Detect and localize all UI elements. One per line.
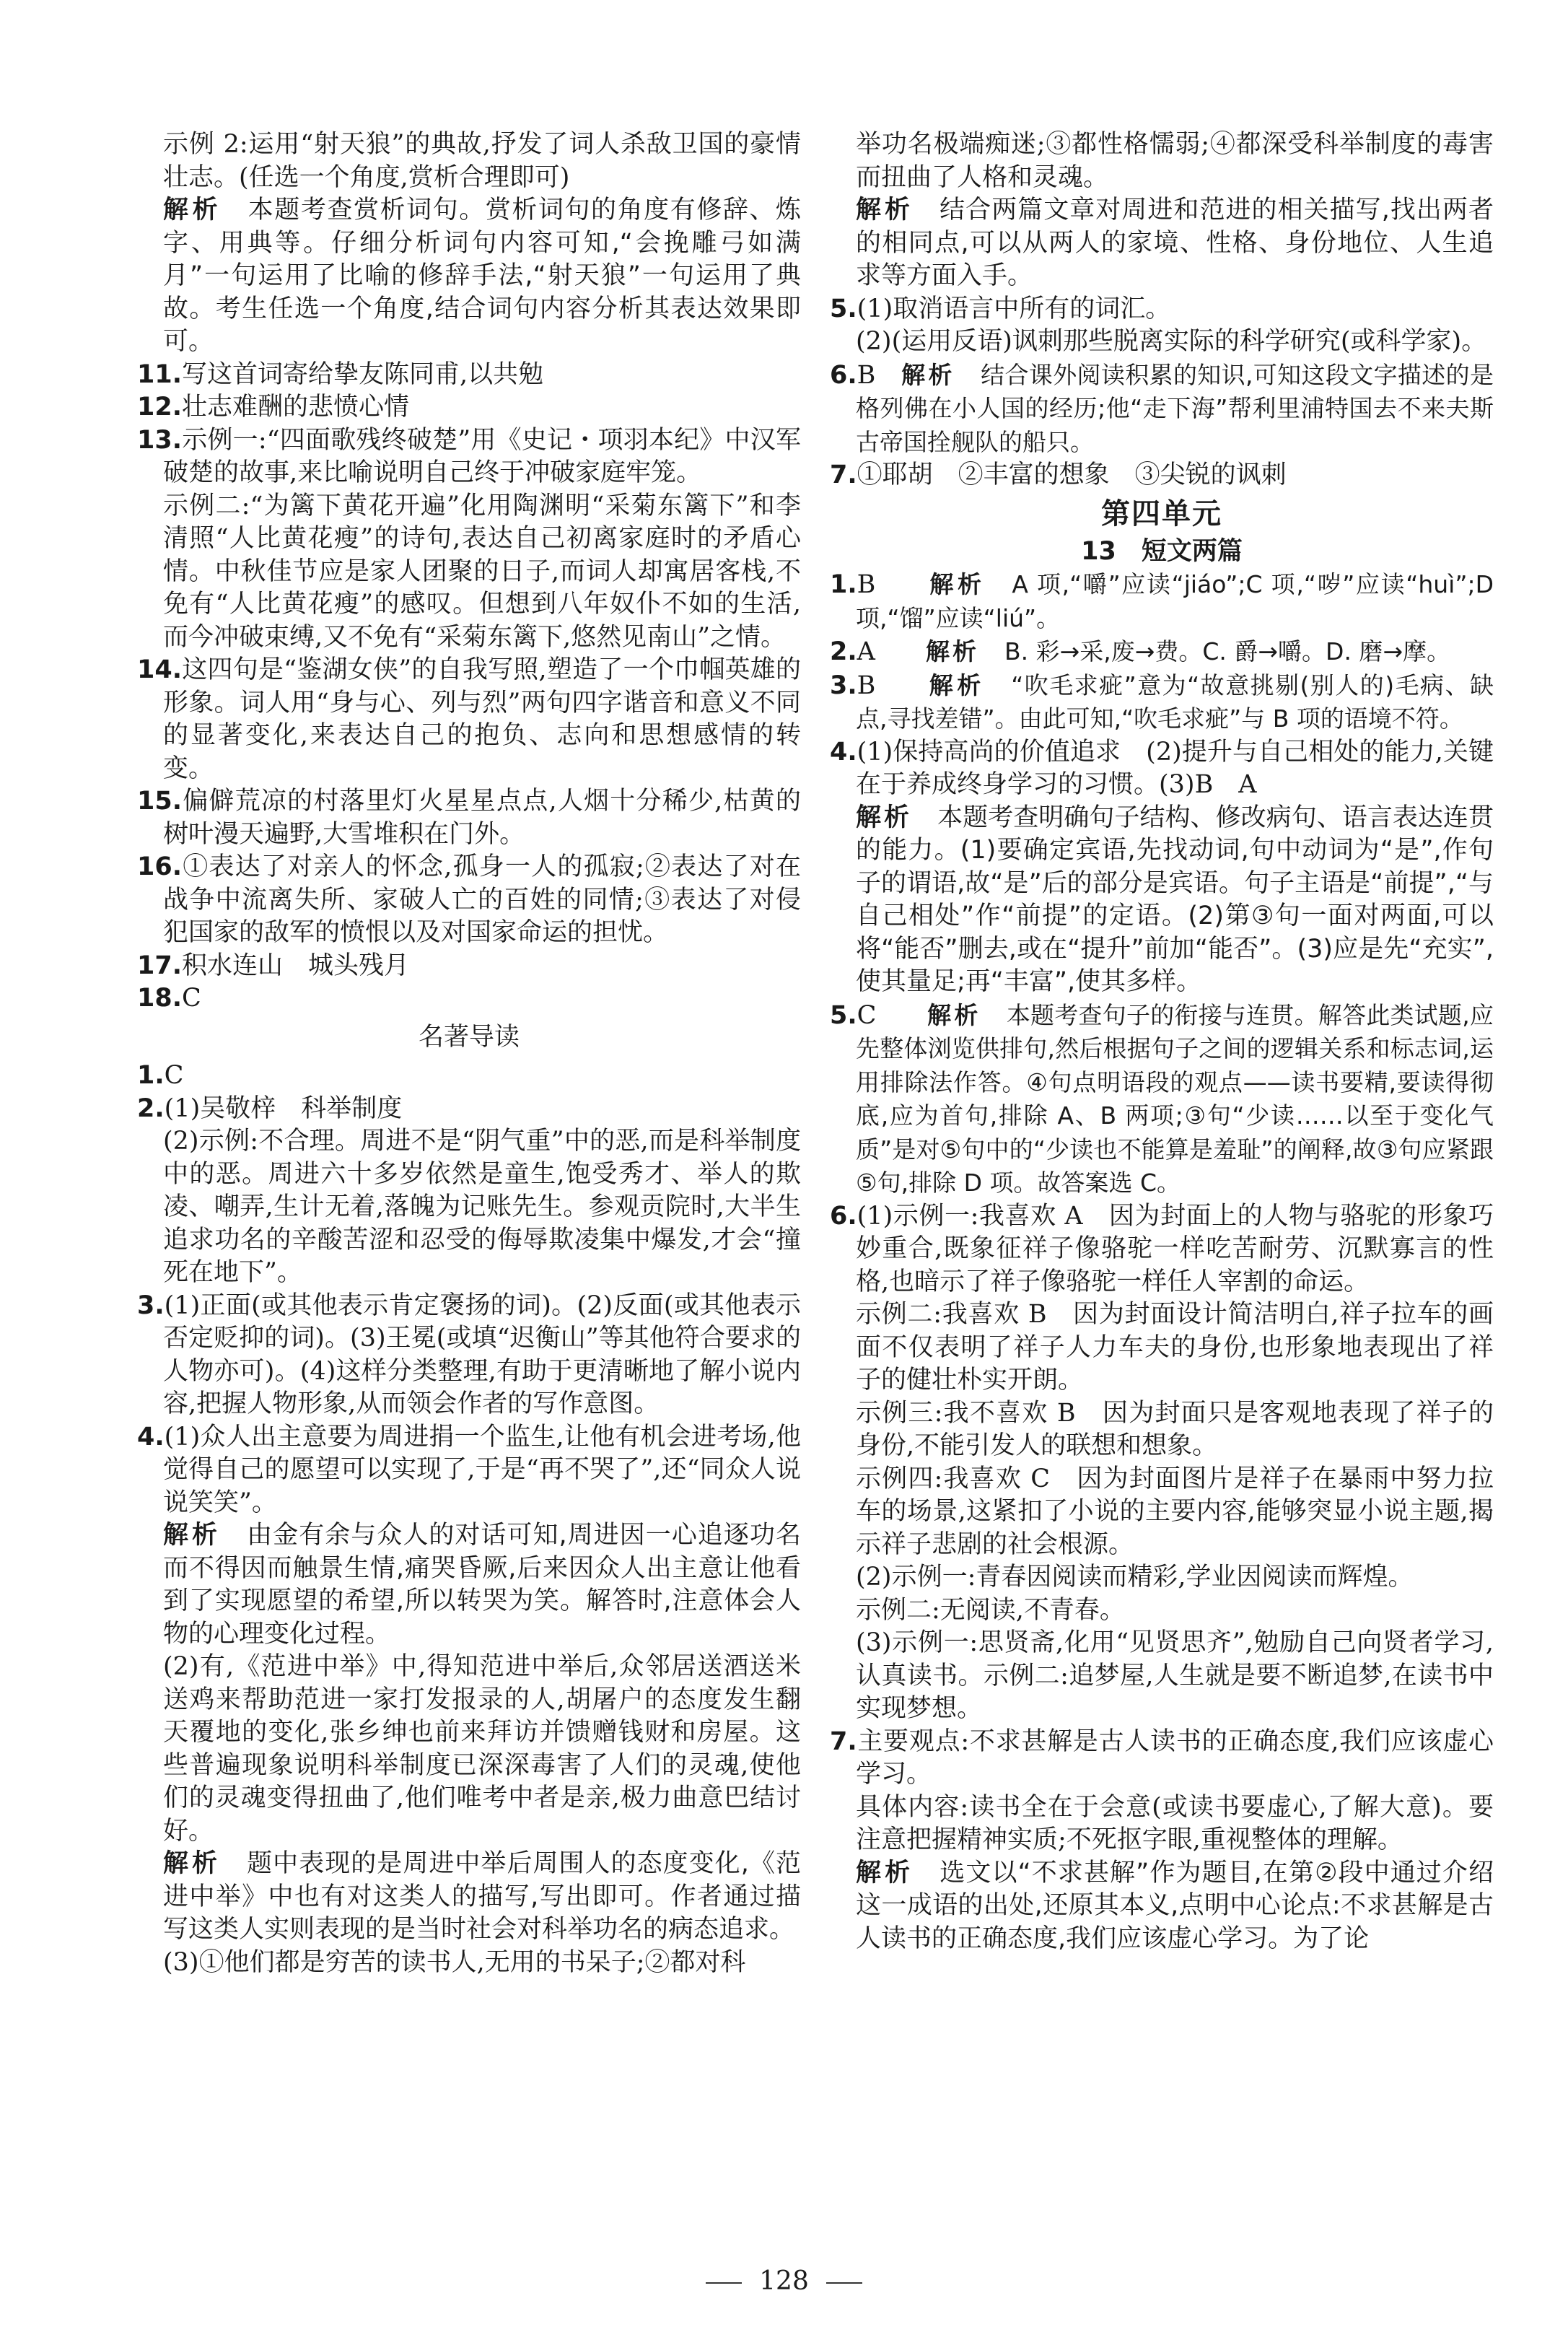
q-number: 16. [137,852,183,881]
section-heading: 名著导读 [418,1022,520,1052]
lesson-answer-6-example-4: 示例四:我喜欢 C 因为封面图片是祥子在暴雨中努力拉车的场景,这紧扣了小说的主要内容,能够突显小说主题,揭示祥子悲剧的社会根源。 [856,1464,1494,1559]
q-number: 17. [137,951,183,980]
answer-text: (1)正面(或其他表示肯定褒扬的词)。(2)反面(或其他表示否定贬抑的词)。(3)王冕(或填“迟衡山”等其他符合要求的人物亦可)。(4)这样分类整理,有助于更清晰地了解小说内容,把握人物形象,从而领会作者的写作意图。 [163,1291,801,1418]
analysis-text: B. 彩→采,废→费。C. 爵→嚼。D. 磨→摩。 [1004,637,1451,665]
answer-14 [137,654,801,785]
analysis-text: 本题考查句子的衔接与连贯。解答此类试题,应先整体浏览供排句,然后根据句子之间的逻辑关系和标志词,运用排除法作答。④句点明语段的观点——读书要精,要读得彻底,应为首句,排除 A、B 两项;③句“少读……以至于变化气质”是对⑤句中的“少读也不能算是羞耻”的阐释,故③句应紧跟⑤句,排除 D 项。故答案选 C。 [856,1000,1494,1197]
classic-answer-4-continued: 举功名极端痴迷;③都性格懦弱;④都深受科举制度的毒害而扭曲了人格和灵魂。 [856,130,1494,192]
q-number: 14. [137,655,183,684]
q-number: 2. [830,637,857,666]
classic-answer-4 [137,1421,801,1520]
lesson-answer-7 [830,1726,1494,1791]
lesson-answer-1 [830,568,1494,635]
analysis-block [137,1848,801,1947]
analysis-label: 解析 [856,196,914,224]
q-number: 6. [830,360,857,390]
classic-answer-2 [137,1093,801,1126]
classic-answer-5 [830,293,1494,326]
answer-text: 壮志难酬的悲愤心情 [182,393,410,422]
q-number: 18. [137,984,183,1013]
page-number: 128 [759,2266,809,2296]
analysis-label: 解析 [856,1858,914,1887]
analysis-block [137,194,801,359]
analysis-label: 解析 [856,803,913,832]
answer-13 [137,424,801,490]
lesson-answer-3 [830,669,1494,736]
answer-text: C [857,1000,902,1030]
analysis-block [830,802,1494,999]
left-column [137,128,801,1979]
analysis-text: 题中表现的是周进中举后周围人的态度变化,《范进中举》中也有对这类人的描写,写出即可。作者通过描写这类人实则表现的是当时社会对科举功名的病态追求。 [163,1849,801,1944]
lesson-answer-6-part-2: (2)示例一:青春因阅读而精彩,学业因阅读而辉煌。 [856,1563,1414,1592]
answer-16 [137,851,801,950]
lesson-answer-4 [830,736,1494,802]
q-number: 13. [137,425,183,455]
analysis-label: 解析 [927,1000,981,1029]
lesson-answer-6-example-3: 示例三:我不喜欢 B 因为封面只是客观地表现了祥子的身份,不能引发人的联想和想象。 [856,1398,1494,1460]
classic-answer-4-part-3: (3)①他们都是穷苦的读书人,无用的书呆子;②都对科 [163,1947,746,1977]
answer-text: C [182,984,201,1013]
classic-answer-5-part-2: (2)(运用反语)讽刺那些脱离实际的科学研究(或科学家)。 [856,327,1487,356]
q-number: 5. [830,294,857,323]
lesson-heading: 13 短文两篇 [1081,536,1243,566]
analysis-label: 解析 [163,196,222,224]
answer-text: 积水连山 城头残月 [182,951,410,980]
answer-text: B [857,360,876,390]
answer-text: A [857,637,901,666]
q-number: 15. [137,787,183,816]
analysis-block [830,1857,1494,1956]
q-number: 12. [137,393,183,422]
answer-11 [137,359,801,392]
answer-text: 这四句是“鉴湖女侠”的自我写照,塑造了一个巾帼英雄的形象。词人用“身与心、列与烈”两句四字谐音和意义不同的显著变化,来表达自己的抱负、志向和思想感情的转变。 [163,655,801,783]
answer-text: C [164,1061,184,1090]
analysis-text: “吹毛求疵”意为“故意挑剔(别人的)毛病、缺点,寻找差错”。由此可知,“吹毛求疵”与 B 项的语境不符。 [856,671,1494,733]
q-number: 3. [137,1291,165,1320]
q-number: 11. [137,359,183,389]
answer-text: 偏僻荒凉的村落里灯火星星点点,人烟十分稀少,枯黄的树叶漫天遍野,大雪堆积在门外。 [163,787,801,849]
answer-13-example-2: 示例二:“为篱下黄花开遍”化用陶渊明“采菊东篱下”和李清照“人比黄花瘦”的诗句,表达自己初离家庭时的矛盾心情。中秋佳节应是家人团聚的日子,而词人却寓居客栈,不免有“人比黄花瘦”的感叹。但想到八年奴仆不如的生活,而今冲破束缚,又不免有“采菊东篱下,悠然见南山”之情。 [163,491,801,652]
q-number: 4. [137,1422,165,1451]
answer-text: (1)保持高尚的价值追求 (2)提升与自己相处的能力,关键在于养成终身学习的习惯。(3)B A [856,737,1494,799]
q-number: 7. [830,1726,857,1756]
classic-answer-2-part-2: (2)示例:不合理。周进不是“阴气重”中的恶,而是科举制度中的恶。周进六十多岁依然是童生,饱受秀才、举人的欺凌、嘲弄,生计无着,落魄为记账先生。参观贡院时,大半生追求功名的辛酸苦涩和忍受的侮辱欺凌集中爆发,才会“撞死在地下”。 [163,1127,801,1287]
analysis-label: 解析 [929,570,986,598]
lesson-answer-6-part-2-example-2: 示例二:无阅读,不青春。 [856,1595,1125,1625]
answer-text: (1)众人出主意要为周进捐一个监生,让他有机会进考场,他觉得自己的愿望可以实现了,于是“再不哭了”,还“同众人说说笑笑”。 [163,1422,801,1517]
lesson-answer-6-part-3: (3)示例一:思贤斋,化用“见贤思齐”,勉励自己向贤者学习,认真读书。示例二:追梦屋,人生就是要不断追梦,在读书中实现梦想。 [856,1628,1494,1723]
footer-dash-left [706,2282,742,2284]
q-number: 5. [830,1000,857,1030]
answer-text: 主要观点:不求甚解是古人读书的正确态度,我们应该虚心学习。 [856,1726,1494,1789]
classic-answer-1 [137,1060,801,1093]
q-number: 1. [830,570,857,599]
analysis-text: 本题考查明确句子结构、修改病句、语言表达连贯的能力。(1)要确定宾语,先找动词,句中动词为“是”,作句子的谓语,故“是”后的部分是宾语。句子主语是“前提”,“与自己相处”作“前提”的定语。(2)第③句一面对两面,可以将“能否”删去,或在“提升”前加“能否”。(3)应是先“充实”,使其量足;再“丰富”,使其多样。 [856,803,1494,996]
analysis-label: 解析 [163,1521,222,1550]
analysis-block [830,194,1494,293]
example-2-text: 示例 2:运用“射天狼”的典故,抒发了词人杀敌卫国的豪情壮志。(任选一个角度,赏析合理即可) [163,130,801,192]
analysis-text: 由金有余与众人的对话可知,周进因一心追逐功名而不得因而触景生情,痛哭昏厥,后来因众人出主意让他看到了实现愿望的希望,所以转哭为笑。解答时,注意体会人物的心理变化过程。 [163,1521,801,1649]
analysis-label: 解析 [901,360,955,389]
analysis-text: 选文以“不求甚解”作为题目,在第②段中通过介绍这一成语的出处,还原其本义,点明中心论点:不求甚解是古人读书的正确态度,我们应该虚心学习。为了论 [856,1858,1494,1953]
lesson-answer-7-content: 具体内容:读书全在于会意(或读书要虚心,了解大意)。要注意把握精神实质;不死抠字眼,重视整体的理解。 [856,1792,1494,1854]
classic-answer-6 [830,359,1494,460]
lesson-answer-6 [830,1200,1494,1299]
analysis-label: 解析 [929,671,985,699]
page-footer [0,2266,1568,2296]
analysis-text: 本题考查赏析词句。赏析词句的角度有修辞、炼字、用典等。仔细分析词句内容可知,“会挽雕弓如满月”一句运用了比喻的修辞手法,“射天狼”一句运用了典故。考生任选一个角度,结合词句内容分析其表达效果即可。 [163,196,801,356]
lesson-answer-6-example-2: 示例二:我喜欢 B 因为封面设计简洁明白,祥子拉车的画面不仅表明了祥子人力车夫的身份,也形象地表现出了祥子的健壮朴实开朗。 [856,1300,1494,1394]
q-number: 7. [830,460,857,489]
answer-text: 示例一:“四面歌残终破楚”用《史记・项羽本纪》中汉军破楚的故事,来比喻说明自己终于冲破家庭牢笼。 [163,425,801,487]
analysis-block [137,1519,801,1651]
q-number: 6. [830,1201,857,1231]
footer-dash-right [826,2282,862,2284]
q-number: 3. [830,671,857,700]
analysis-text: A 项,“嚼”应读“jiáo”;C 项,“哕”应读“huì”;D 项,“馏”应读“liú”。 [856,570,1494,632]
q-number: 4. [830,737,857,767]
answer-text: B [857,671,903,700]
classic-answer-3 [137,1290,801,1421]
answer-text: (1)吴敬梓 科举制度 [164,1093,403,1123]
right-column [830,128,1494,1955]
analysis-label: 解析 [163,1849,222,1878]
answer-text: B [857,570,903,599]
analysis-text: 结合课外阅读积累的知识,可知这段文字描述的是格列佛在小人国的经历;他“走下海”帮利里浦特国去不来夫斯古帝国拴舰队的船只。 [856,360,1494,456]
answer-text: ①表达了对亲人的怀念,孤身一人的孤寂;②表达了对在战争中流离失所、家破人亡的百姓的同情;③表达了对侵犯国家的敌军的愤恨以及对国家命运的担忧。 [163,852,801,947]
unit-heading: 第四单元 [1101,496,1222,531]
answer-text: (1)示例一:我喜欢 A 因为封面上的人物与骆驼的形象巧妙重合,既象征祥子像骆驼一样吃苦耐劳、沉默寡言的性格,也暗示了祥子像骆驼一样任人宰割的命运。 [856,1201,1494,1296]
answer-text: (1)取消语言中所有的词汇。 [857,294,1171,323]
answer-text: 写这首词寄给挚友陈同甫,以共勉 [182,359,544,389]
lesson-answer-2 [830,635,1494,669]
q-number: 2. [137,1093,165,1123]
classic-answer-4-part-2: (2)有,《范进中举》中,得知范进中举后,众邻居送酒送米送鸡来帮助范进一家打发报录的人,胡屠户的态度发生翻天覆地的变化,张乡绅也前来拜访并馈赠钱财和房屋。这些普遍现象说明科举制度已深深毒害了人们的灵魂,使他们的灵魂变得扭曲了,他们唯考中者是亲,极力曲意巴结讨好。 [163,1652,801,1846]
answer-17 [137,950,801,983]
lesson-answer-5 [830,999,1494,1200]
answer-12 [137,391,801,424]
answer-text: ①耶胡 ②丰富的想象 ③尖锐的讽刺 [857,460,1287,489]
answer-15 [137,785,801,851]
q-number: 1. [137,1061,165,1090]
answer-18 [137,982,801,1016]
classic-answer-7 [830,459,1494,492]
analysis-text: 结合两篇文章对周进和范进的相关描写,找出两者的相同点,可以从两人的家境、性格、身份地位、人生追求等方面入手。 [856,196,1494,290]
analysis-label: 解析 [925,637,979,665]
